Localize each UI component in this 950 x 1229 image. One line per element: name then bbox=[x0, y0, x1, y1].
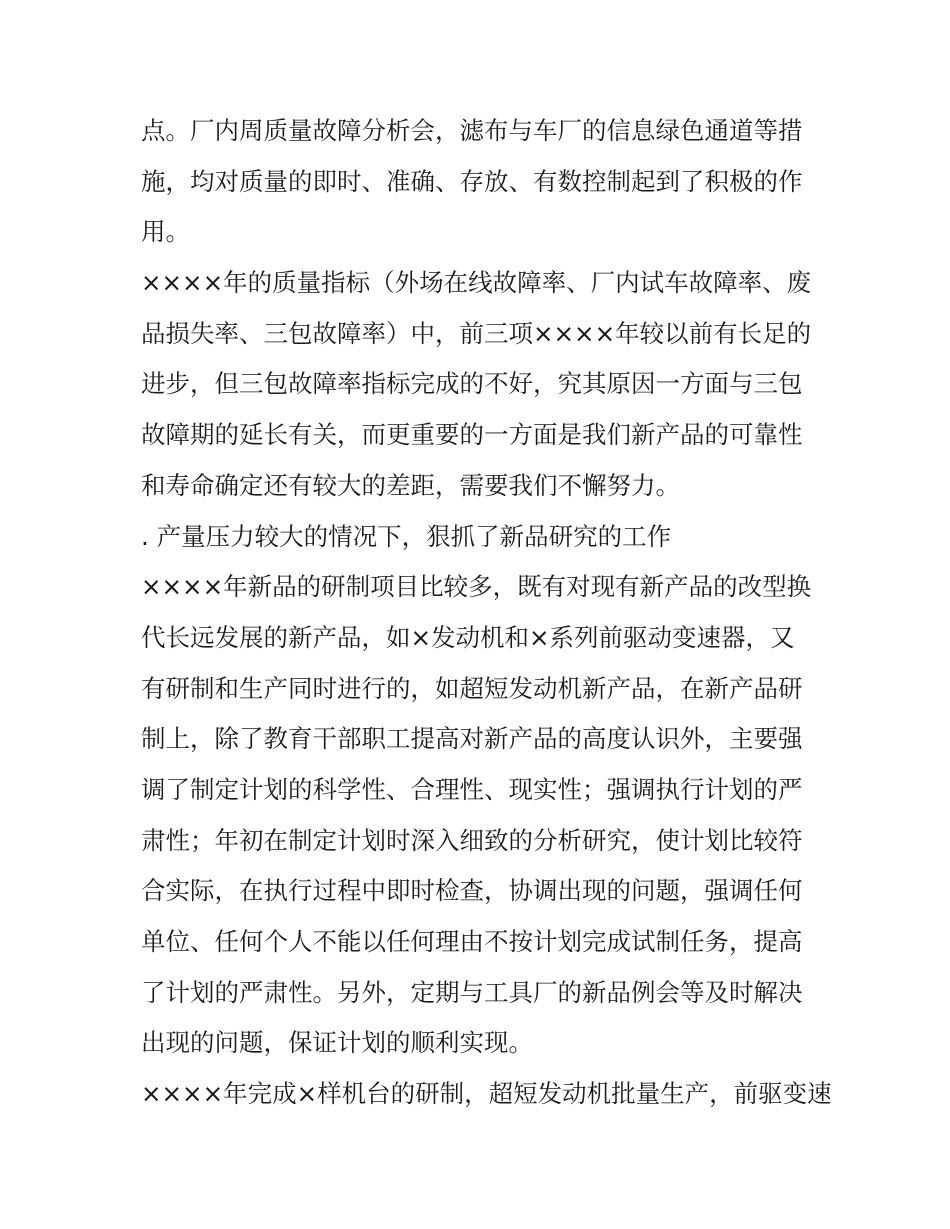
text-line: 单位、任何个人不能以任何理由不按计划完成试制任务，提高 bbox=[141, 927, 803, 956]
text-line: 品损失率、三包故障率）中，前三项××××年较以前有长足的 bbox=[141, 318, 812, 348]
text-line: 出现的问题，保证计划的顺利实现。 bbox=[141, 1028, 533, 1058]
text-line: 有研制和生产同时进行的，如超短发动机新产品，在新产品研 bbox=[141, 673, 803, 703]
text-line: 合实际，在执行过程中即时检查，协调出现的问题，强调任何 bbox=[141, 876, 803, 906]
text-line: 制上，除了教育干部职工提高对新产品的高度认识外，主要强 bbox=[141, 724, 803, 754]
text-line: 点。厂内周质量故障分析会，滤布与车厂的信息绿色通道等措 bbox=[141, 116, 803, 145]
text-line: 和寿命确定还有较大的差距，需要我们不懈努力。 bbox=[141, 470, 680, 500]
text-line: 代长远发展的新产品，如×发动机和×系列前驱动变速器，又 bbox=[141, 622, 795, 652]
text-line: 肃性；年初在制定计划时深入细致的分析研究，使计划比较符 bbox=[141, 825, 803, 855]
text-line: 故障期的延长有关，而更重要的一方面是我们新产品的可靠性 bbox=[141, 420, 803, 450]
text-line: 了计划的严肃性。另外，定期与工具厂的新品例会等及时解决 bbox=[141, 977, 803, 1007]
text-line: 施，均对质量的即时、准确、存放、有数控制起到了积极的作 bbox=[141, 166, 803, 196]
text-line: ××××年完成×样机台的研制，超短发动机批量生产，前驱变速 bbox=[141, 1079, 832, 1109]
text-line: 进步，但三包故障率指标完成的不好，究其原因一方面与三包 bbox=[141, 369, 803, 399]
text-line: 用。 bbox=[141, 217, 190, 247]
section-heading: . 产量压力较大的情况下，狠抓了新品研究的工作 bbox=[141, 521, 672, 551]
document-body bbox=[141, 106, 832, 1120]
text-line: ××××年新品的研制项目比较多，既有对现有新产品的改型换 bbox=[141, 572, 812, 602]
text-line: 调了制定计划的科学性、合理性、现实性；强调执行计划的严 bbox=[141, 774, 803, 804]
text-line: ××××年的质量指标（外场在线故障率、厂内试车故障率、废 bbox=[141, 268, 812, 298]
